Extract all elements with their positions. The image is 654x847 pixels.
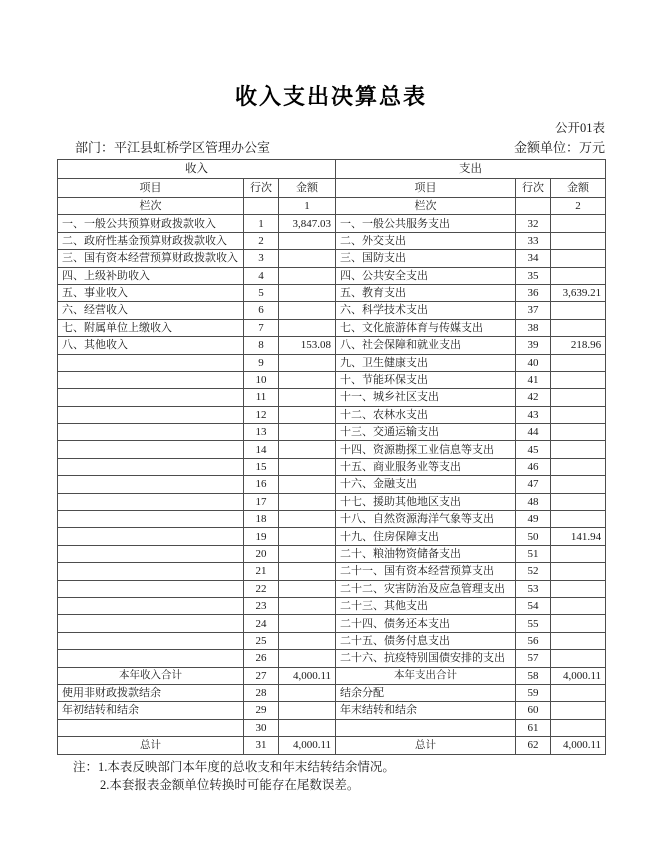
expense-row-number-cell: 49 bbox=[516, 511, 551, 528]
expense-item-cell: 十九、住房保障支出 bbox=[336, 528, 516, 545]
expense-amount-cell bbox=[551, 702, 606, 719]
income-amount-cell bbox=[279, 615, 336, 632]
income-line-header: 行次 bbox=[244, 179, 279, 198]
expense-row-number-cell: 33 bbox=[516, 232, 551, 249]
table-row bbox=[58, 250, 606, 267]
income-amount-cell bbox=[279, 580, 336, 597]
expense-amount-cell bbox=[551, 319, 606, 336]
expense-item-cell: 五、教育支出 bbox=[336, 284, 516, 301]
expense-row-number-cell: 41 bbox=[516, 371, 551, 388]
expense-amount-cell: 4,000.11 bbox=[551, 737, 606, 754]
income-item-cell: 总计 bbox=[58, 737, 244, 754]
expense-item-cell: 六、科学技术支出 bbox=[336, 302, 516, 319]
expense-amount-cell: 218.96 bbox=[551, 337, 606, 354]
expense-amount-cell bbox=[551, 597, 606, 614]
expense-item-cell: 本年支出合计 bbox=[336, 667, 516, 684]
income-amount-cell bbox=[279, 493, 336, 510]
expense-row-number-cell: 51 bbox=[516, 545, 551, 562]
income-item-cell bbox=[58, 458, 244, 475]
expense-row-number-cell: 48 bbox=[516, 493, 551, 510]
table-row bbox=[58, 232, 606, 249]
income-row-number-cell: 10 bbox=[244, 371, 279, 388]
expense-amount-cell: 4,000.11 bbox=[551, 667, 606, 684]
income-row-number-cell: 30 bbox=[244, 719, 279, 736]
income-row-number-cell: 21 bbox=[244, 563, 279, 580]
income-amount-cell bbox=[279, 354, 336, 371]
expense-amount-cell bbox=[551, 354, 606, 371]
expense-row-number-cell: 34 bbox=[516, 250, 551, 267]
unit-label: 金额单位： bbox=[513, 140, 579, 155]
income-row-number-cell: 19 bbox=[244, 528, 279, 545]
expense-row-number-cell: 45 bbox=[516, 441, 551, 458]
expense-row-number-cell: 35 bbox=[516, 267, 551, 284]
income-item-cell: 使用非财政拨款结余 bbox=[58, 684, 244, 701]
income-item-cell bbox=[58, 650, 244, 667]
expense-item-header: 项目 bbox=[336, 179, 516, 198]
expense-item-cell: 二十二、灾害防治及应急管理支出 bbox=[336, 580, 516, 597]
income-amount-cell bbox=[279, 441, 336, 458]
unit-value: 万元 bbox=[578, 140, 605, 155]
income-row-number-cell: 20 bbox=[244, 545, 279, 562]
income-row-number-cell: 31 bbox=[244, 737, 279, 754]
income-amount-cell bbox=[279, 389, 336, 406]
expense-row-number-cell: 37 bbox=[516, 302, 551, 319]
expense-amount-cell bbox=[551, 441, 606, 458]
income-item-cell bbox=[58, 615, 244, 632]
table-row bbox=[58, 632, 606, 649]
expense-row-number-cell: 39 bbox=[516, 337, 551, 354]
expense-row-number-cell: 60 bbox=[516, 702, 551, 719]
table-row bbox=[58, 458, 606, 475]
column-index-row bbox=[58, 198, 606, 215]
expense-amount-cell bbox=[551, 563, 606, 580]
expense-row-number-cell: 36 bbox=[516, 284, 551, 301]
expense-amount-cell bbox=[551, 476, 606, 493]
income-row-number-cell: 16 bbox=[244, 476, 279, 493]
income-row-number-cell: 6 bbox=[244, 302, 279, 319]
income-amount-cell bbox=[279, 319, 336, 336]
expense-row-number-cell: 47 bbox=[516, 476, 551, 493]
table-row bbox=[58, 545, 606, 562]
expense-item-cell: 十、节能环保支出 bbox=[336, 371, 516, 388]
expense-item-cell: 十一、城乡社区支出 bbox=[336, 389, 516, 406]
table-row bbox=[58, 684, 606, 701]
expense-row-number-cell: 62 bbox=[516, 737, 551, 754]
expense-row-number-cell: 56 bbox=[516, 632, 551, 649]
expense-amount-cell: 141.94 bbox=[551, 528, 606, 545]
income-item-cell: 年初结转和结余 bbox=[58, 702, 244, 719]
expense-amount-header: 金额 bbox=[551, 179, 606, 198]
expense-item-cell: 四、公共安全支出 bbox=[336, 267, 516, 284]
income-row-number-cell: 9 bbox=[244, 354, 279, 371]
expense-row-number-cell: 38 bbox=[516, 319, 551, 336]
income-amount-cell bbox=[279, 597, 336, 614]
expense-row-number-cell: 59 bbox=[516, 684, 551, 701]
income-amount-cell bbox=[279, 684, 336, 701]
table-row bbox=[58, 737, 606, 754]
column-header-row bbox=[58, 179, 606, 198]
table-row bbox=[58, 580, 606, 597]
expense-row-number-cell: 42 bbox=[516, 389, 551, 406]
expense-amount-cell bbox=[551, 458, 606, 475]
table-row bbox=[58, 302, 606, 319]
meta-row bbox=[57, 137, 605, 156]
expense-amount-cell bbox=[551, 493, 606, 510]
document-page bbox=[57, 0, 605, 794]
income-amount-cell bbox=[279, 545, 336, 562]
table-row bbox=[58, 406, 606, 423]
table-row bbox=[58, 319, 606, 336]
expense-item-cell: 十七、援助其他地区支出 bbox=[336, 493, 516, 510]
income-item-cell: 八、其他收入 bbox=[58, 337, 244, 354]
income-item-cell: 二、政府性基金预算财政拨款收入 bbox=[58, 232, 244, 249]
income-item-cell: 六、经营收入 bbox=[58, 302, 244, 319]
expense-amount-cell: 3,639.21 bbox=[551, 284, 606, 301]
expense-row-number-cell: 57 bbox=[516, 650, 551, 667]
income-amount-cell bbox=[279, 371, 336, 388]
expense-amount-cell bbox=[551, 371, 606, 388]
expense-amount-cell bbox=[551, 250, 606, 267]
table-row bbox=[58, 215, 606, 232]
income-amount-cell: 4,000.11 bbox=[279, 667, 336, 684]
expense-amount-cell bbox=[551, 615, 606, 632]
income-row-number-cell: 18 bbox=[244, 511, 279, 528]
table-row bbox=[58, 354, 606, 371]
income-amount-cell bbox=[279, 632, 336, 649]
income-item-cell bbox=[58, 371, 244, 388]
expense-item-cell: 八、社会保障和就业支出 bbox=[336, 337, 516, 354]
income-column-number: 1 bbox=[279, 198, 336, 215]
expense-item-cell: 二十六、抗疫特别国债安排的支出 bbox=[336, 650, 516, 667]
expense-amount-cell bbox=[551, 267, 606, 284]
expense-item-cell: 二十四、债务还本支出 bbox=[336, 615, 516, 632]
income-amount-cell bbox=[279, 563, 336, 580]
income-amount-cell bbox=[279, 232, 336, 249]
notes bbox=[57, 758, 605, 794]
expense-item-cell: 结余分配 bbox=[336, 684, 516, 701]
expense-item-cell: 十二、农林水支出 bbox=[336, 406, 516, 423]
income-item-cell bbox=[58, 545, 244, 562]
note-line-1: 注：1.本表反映部门本年度的总收支和年末结转结余情况。 bbox=[73, 759, 395, 774]
expense-item-cell: 十三、交通运输支出 bbox=[336, 424, 516, 441]
expense-amount-cell bbox=[551, 406, 606, 423]
expense-amount-cell bbox=[551, 232, 606, 249]
expense-row-number-cell: 40 bbox=[516, 354, 551, 371]
income-item-cell: 一、一般公共预算财政拨款收入 bbox=[58, 215, 244, 232]
table-row bbox=[58, 284, 606, 301]
expense-amount-cell bbox=[551, 302, 606, 319]
income-item-header: 项目 bbox=[58, 179, 244, 198]
expense-item-cell: 一、一般公共服务支出 bbox=[336, 215, 516, 232]
income-item-cell bbox=[58, 424, 244, 441]
income-row-number-cell: 26 bbox=[244, 650, 279, 667]
expense-amount-cell bbox=[551, 650, 606, 667]
income-row-number-cell: 7 bbox=[244, 319, 279, 336]
income-item-cell bbox=[58, 719, 244, 736]
income-row-number-cell: 8 bbox=[244, 337, 279, 354]
unit-line bbox=[514, 137, 605, 156]
table-row bbox=[58, 337, 606, 354]
expense-row-number-cell: 52 bbox=[516, 563, 551, 580]
income-item-cell bbox=[58, 511, 244, 528]
table-row bbox=[58, 511, 606, 528]
income-item-cell bbox=[58, 580, 244, 597]
income-amount-cell bbox=[279, 511, 336, 528]
form-number-label: 公开01表 bbox=[554, 121, 605, 135]
income-row-number-cell: 25 bbox=[244, 632, 279, 649]
table-row bbox=[58, 424, 606, 441]
income-row-number-cell: 23 bbox=[244, 597, 279, 614]
income-amount-cell bbox=[279, 702, 336, 719]
expense-item-cell: 九、卫生健康支出 bbox=[336, 354, 516, 371]
income-row-number-cell: 1 bbox=[244, 215, 279, 232]
expense-item-cell: 十四、资源勘探工业信息等支出 bbox=[336, 441, 516, 458]
department-label: 部门： bbox=[75, 140, 115, 155]
income-section-header: 收入 bbox=[58, 160, 336, 179]
income-row-number-cell: 5 bbox=[244, 284, 279, 301]
income-row-number-cell: 28 bbox=[244, 684, 279, 701]
expenditure-section-header: 支出 bbox=[336, 160, 606, 179]
expense-item-cell: 年末结转和结余 bbox=[336, 702, 516, 719]
table-row bbox=[58, 650, 606, 667]
income-item-cell: 本年收入合计 bbox=[58, 667, 244, 684]
income-amount-cell: 3,847.03 bbox=[279, 215, 336, 232]
income-item-cell bbox=[58, 441, 244, 458]
expense-line-header: 行次 bbox=[516, 179, 551, 198]
expense-row-number-cell: 50 bbox=[516, 528, 551, 545]
note-line-2: 2.本套报表金额单位转换时可能存在尾数误差。 bbox=[100, 777, 360, 792]
income-row-number-cell: 24 bbox=[244, 615, 279, 632]
budget-summary-table bbox=[57, 159, 606, 755]
expense-row-number-cell: 61 bbox=[516, 719, 551, 736]
income-amount-cell bbox=[279, 424, 336, 441]
income-item-cell bbox=[58, 597, 244, 614]
section-header-row bbox=[58, 160, 606, 179]
income-amount-cell bbox=[279, 528, 336, 545]
table-row bbox=[58, 667, 606, 684]
income-item-cell bbox=[58, 528, 244, 545]
table-row bbox=[58, 615, 606, 632]
expense-row-number-cell: 44 bbox=[516, 424, 551, 441]
table-row bbox=[58, 493, 606, 510]
income-amount-cell: 153.08 bbox=[279, 337, 336, 354]
expense-amount-cell bbox=[551, 719, 606, 736]
table-row bbox=[58, 563, 606, 580]
expense-item-cell: 二十五、债务付息支出 bbox=[336, 632, 516, 649]
expense-amount-cell bbox=[551, 424, 606, 441]
expense-amount-cell bbox=[551, 580, 606, 597]
expense-row-number-cell: 53 bbox=[516, 580, 551, 597]
expense-item-cell: 三、国防支出 bbox=[336, 250, 516, 267]
table-row bbox=[58, 476, 606, 493]
expense-row-number-cell: 43 bbox=[516, 406, 551, 423]
income-amount-cell bbox=[279, 476, 336, 493]
income-amount-cell bbox=[279, 302, 336, 319]
income-amount-cell bbox=[279, 458, 336, 475]
income-row-number-cell: 3 bbox=[244, 250, 279, 267]
income-row-number-cell: 15 bbox=[244, 458, 279, 475]
income-row-number-cell: 14 bbox=[244, 441, 279, 458]
expense-row-number-cell: 55 bbox=[516, 615, 551, 632]
table-row bbox=[58, 371, 606, 388]
table-row bbox=[58, 597, 606, 614]
expense-amount-cell bbox=[551, 511, 606, 528]
income-item-cell: 三、国有资本经营预算财政拨款收入 bbox=[58, 250, 244, 267]
expense-row-number-cell: 58 bbox=[516, 667, 551, 684]
expense-item-cell: 七、文化旅游体育与传媒支出 bbox=[336, 319, 516, 336]
income-row-number-cell: 22 bbox=[244, 580, 279, 597]
income-amount-cell bbox=[279, 250, 336, 267]
expense-amount-cell bbox=[551, 632, 606, 649]
income-row-number-cell: 29 bbox=[244, 702, 279, 719]
department-value: 平江县虹桥学区管理办公室 bbox=[114, 140, 271, 155]
income-amount-cell bbox=[279, 719, 336, 736]
expense-lanci-empty bbox=[516, 198, 551, 215]
expense-row-number-cell: 46 bbox=[516, 458, 551, 475]
table-row bbox=[58, 267, 606, 284]
income-amount-cell bbox=[279, 650, 336, 667]
table-row bbox=[58, 528, 606, 545]
income-lanci-label: 栏次 bbox=[58, 198, 244, 215]
expense-column-number: 2 bbox=[551, 198, 606, 215]
income-item-cell bbox=[58, 563, 244, 580]
income-item-cell: 七、附属单位上缴收入 bbox=[58, 319, 244, 336]
income-item-cell bbox=[58, 354, 244, 371]
income-amount-cell: 4,000.11 bbox=[279, 737, 336, 754]
income-item-cell bbox=[58, 476, 244, 493]
income-amount-cell bbox=[279, 406, 336, 423]
income-row-number-cell: 17 bbox=[244, 493, 279, 510]
expense-item-cell: 二十、粮油物资储备支出 bbox=[336, 545, 516, 562]
expense-lanci-label: 栏次 bbox=[336, 198, 516, 215]
income-lanci-empty bbox=[244, 198, 279, 215]
expense-item-cell: 二、外交支出 bbox=[336, 232, 516, 249]
page-title: 收入支出决算总表 bbox=[234, 84, 427, 109]
table-row bbox=[58, 389, 606, 406]
income-row-number-cell: 11 bbox=[244, 389, 279, 406]
income-amount-header: 金额 bbox=[279, 179, 336, 198]
income-item-cell: 五、事业收入 bbox=[58, 284, 244, 301]
income-amount-cell bbox=[279, 284, 336, 301]
income-item-cell bbox=[58, 389, 244, 406]
income-row-number-cell: 12 bbox=[244, 406, 279, 423]
income-item-cell: 四、上级补助收入 bbox=[58, 267, 244, 284]
income-item-cell bbox=[58, 406, 244, 423]
income-amount-cell bbox=[279, 267, 336, 284]
expense-item-cell: 十八、自然资源海洋气象等支出 bbox=[336, 511, 516, 528]
expense-amount-cell bbox=[551, 684, 606, 701]
department-line bbox=[57, 137, 270, 156]
expense-item-cell: 十五、商业服务业等支出 bbox=[336, 458, 516, 475]
table-row bbox=[58, 719, 606, 736]
expense-item-cell: 二十三、其他支出 bbox=[336, 597, 516, 614]
income-item-cell bbox=[58, 493, 244, 510]
expense-amount-cell bbox=[551, 215, 606, 232]
income-row-number-cell: 4 bbox=[244, 267, 279, 284]
income-item-cell bbox=[58, 632, 244, 649]
expense-amount-cell bbox=[551, 389, 606, 406]
expense-amount-cell bbox=[551, 545, 606, 562]
income-row-number-cell: 2 bbox=[244, 232, 279, 249]
expense-row-number-cell: 54 bbox=[516, 597, 551, 614]
expense-item-cell: 二十一、国有资本经营预算支出 bbox=[336, 563, 516, 580]
income-row-number-cell: 13 bbox=[244, 424, 279, 441]
expense-item-cell: 十六、金融支出 bbox=[336, 476, 516, 493]
expense-item-cell: 总计 bbox=[336, 737, 516, 754]
table-row bbox=[58, 702, 606, 719]
expense-item-cell bbox=[336, 719, 516, 736]
income-row-number-cell: 27 bbox=[244, 667, 279, 684]
table-row bbox=[58, 441, 606, 458]
expense-row-number-cell: 32 bbox=[516, 215, 551, 232]
